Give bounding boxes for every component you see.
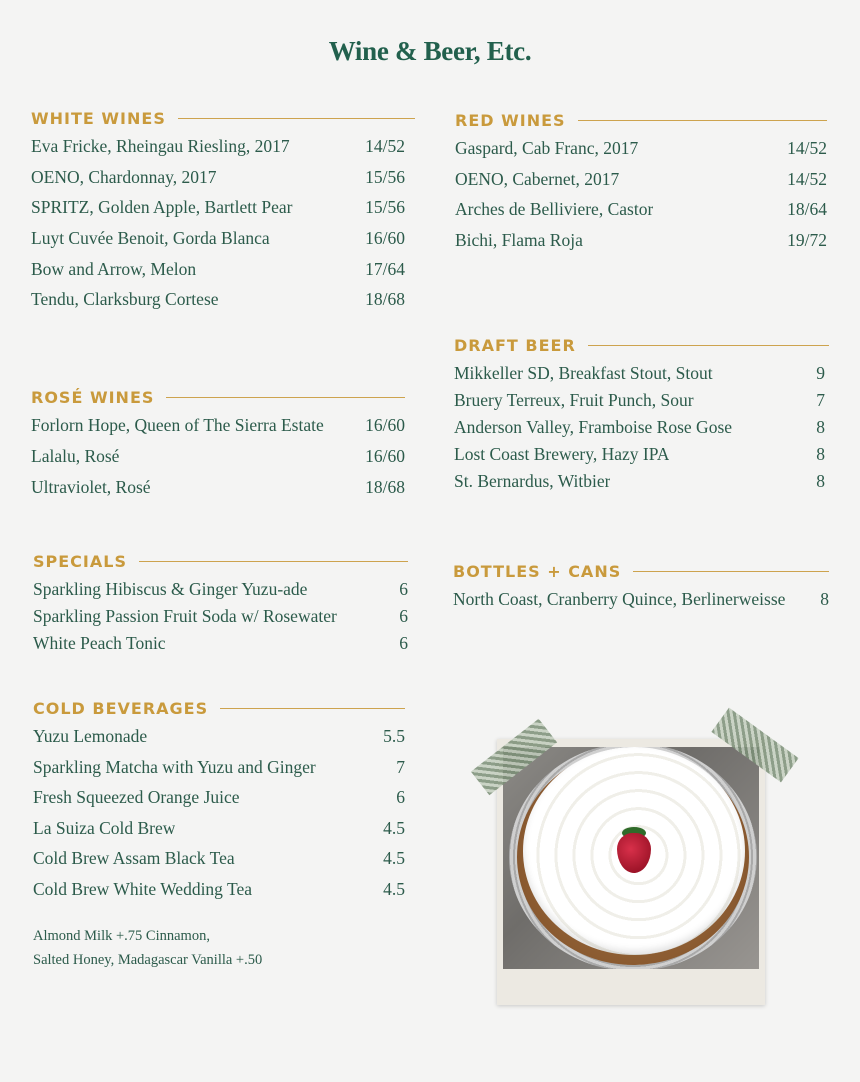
menu-item [33, 879, 405, 910]
menu-item [31, 228, 415, 259]
section-bottles-cans [453, 559, 829, 619]
menu-item-price: 4.5 [383, 848, 405, 869]
section-heading: COLD BEVERAGES [33, 698, 209, 718]
menu-item-name: SPRITZ, Golden Apple, Bartlett Pear [31, 197, 293, 218]
section-divider [139, 561, 408, 562]
menu-item [33, 787, 405, 818]
menu-item-name: Sparkling Passion Fruit Soda w/ Rosewater [33, 606, 337, 626]
menu-item-price: 17/64 [365, 258, 405, 279]
section-rose-wines [31, 385, 405, 508]
section-cold-beverages [33, 696, 405, 972]
menu-item-name: Sparkling Matcha with Yuzu and Ginger [33, 756, 316, 777]
menu-item [31, 289, 415, 320]
menu-item-name: Bruery Terreux, Fruit Punch, Sour [454, 390, 694, 410]
menu-item [31, 167, 415, 198]
menu-item [31, 136, 415, 167]
menu-item-price: 19/72 [787, 230, 827, 251]
menu-item [455, 169, 827, 200]
menu-item-name: Bichi, Flama Roja [455, 230, 583, 251]
menu-item-price: 4.5 [383, 817, 405, 838]
menu-item [31, 197, 415, 228]
menu-item [454, 390, 829, 417]
menu-item-name: Forlorn Hope, Queen of The Sierra Estate [31, 415, 324, 435]
menu-item [454, 363, 829, 390]
menu-item [33, 726, 405, 757]
menu-item [455, 199, 827, 230]
menu-item-name: Fresh Squeezed Orange Juice [33, 787, 240, 808]
section-header [33, 549, 408, 573]
section-header [453, 559, 829, 583]
menu-item-name: Anderson Valley, Framboise Rose Gose [454, 417, 733, 437]
menu-item [33, 579, 408, 606]
menu-item-price: 8 [816, 417, 825, 437]
menu-item-price: 18/64 [787, 199, 827, 220]
section-header [455, 108, 827, 132]
menu-item [31, 259, 415, 290]
menu-item [33, 818, 405, 849]
menu-item [33, 606, 408, 633]
menu-item-name: OENO, Cabernet, 2017 [455, 168, 620, 189]
menu-item-price: 7 [816, 390, 825, 410]
menu-item [33, 848, 405, 879]
menu-item-price: 4.5 [383, 878, 405, 899]
menu-item-name: Ultraviolet, Rosé [31, 477, 151, 497]
menu-item [454, 417, 829, 444]
menu-item-price: 9 [816, 363, 825, 383]
section-divider [220, 708, 405, 709]
menu-item-price: 6 [399, 579, 408, 599]
section-heading: BOTTLES + CANS [453, 561, 622, 581]
section-specials [33, 549, 408, 660]
menu-item [31, 477, 405, 508]
section-divider [178, 118, 415, 119]
pie-image [503, 747, 759, 969]
menu-item-name: Luyt Cuvée Benoit, Gorda Blanca [31, 228, 270, 249]
menu-item-name: Eva Fricke, Rheingau Riesling, 2017 [31, 136, 290, 156]
menu-item [33, 757, 405, 788]
section-heading: RED WINES [455, 110, 566, 130]
menu-item-price: 8 [816, 471, 825, 491]
menu-item-price: 8 [820, 589, 829, 609]
menu-item-name: Yuzu Lemonade [33, 726, 148, 746]
menu-item-price: 6 [399, 633, 408, 653]
menu-item-price: 15/56 [365, 197, 405, 218]
flavor-options-note: Salted Honey, Madagascar Vanilla +.50 [33, 951, 263, 968]
menu-item-price: 6 [396, 787, 405, 808]
menu-item-name: La Suiza Cold Brew [33, 817, 176, 838]
menu-item-price: 5.5 [383, 726, 405, 746]
menu-item [31, 415, 405, 446]
menu-item-name: White Peach Tonic [33, 633, 166, 653]
menu-item-name: Lalalu, Rosé [31, 446, 120, 466]
section-divider [588, 345, 829, 346]
section-draft-beer [454, 333, 829, 498]
menu-item-price: 8 [816, 444, 825, 464]
menu-item-price: 16/60 [365, 415, 405, 435]
menu-item [31, 446, 405, 477]
menu-item-name: Bow and Arrow, Melon [31, 258, 197, 279]
menu-item-name: Tendu, Clarksburg Cortese [31, 289, 219, 310]
menu-item-price: 16/60 [365, 446, 405, 466]
menu-item-price: 14/52 [787, 168, 827, 189]
menu-item-name: Sparkling Hibiscus & Ginger Yuzu-ade [33, 579, 308, 599]
menu-item-name: Gaspard, Cab Franc, 2017 [455, 138, 639, 158]
menu-item-name: North Coast, Cranberry Quince, Berlinerweisse [453, 589, 786, 609]
menu-item-price: 6 [399, 606, 408, 626]
section-heading: DRAFT BEER [454, 335, 576, 355]
menu-item [455, 230, 827, 261]
menu-item [454, 471, 829, 498]
pie-photo [497, 739, 765, 1005]
menu-item [455, 138, 827, 169]
menu-item-price: 14/52 [787, 138, 827, 158]
section-heading: WHITE WINES [31, 108, 166, 128]
menu-item-name: St. Bernardus, Witbier [454, 471, 611, 491]
menu-item-price: 14/52 [365, 136, 405, 156]
section-header [31, 106, 415, 130]
menu-item [454, 444, 829, 471]
menu-item-price: 15/56 [365, 166, 405, 187]
section-white-wines [31, 106, 415, 320]
section-divider [633, 571, 829, 572]
menu-item-name: Lost Coast Brewery, Hazy IPA [454, 444, 670, 464]
menu-item-price: 7 [396, 756, 405, 777]
menu-item [33, 633, 408, 660]
menu-item-price: 18/68 [365, 289, 405, 310]
menu-item-name: Cold Brew Assam Black Tea [33, 848, 235, 869]
menu-item-price: 16/60 [365, 228, 405, 249]
section-heading: ROSÉ WINES [31, 387, 155, 407]
menu-item-name: Cold Brew White Wedding Tea [33, 878, 252, 899]
section-heading: SPECIALS [33, 551, 127, 571]
section-header [33, 696, 405, 720]
menu-item [453, 589, 829, 619]
section-header [454, 333, 829, 357]
section-header [31, 385, 405, 409]
menu-item-name: Mikkeller SD, Breakfast Stout, Stout [454, 363, 713, 383]
section-divider [166, 397, 405, 398]
page-title: Wine & Beer, Etc. [328, 36, 532, 66]
menu-item-name: Arches de Belliviere, Castor [455, 199, 654, 220]
milk-options-note: Almond Milk +.75 Cinnamon, [33, 927, 210, 944]
section-divider [578, 120, 827, 121]
menu-item-price: 18/68 [365, 477, 405, 497]
section-red-wines [455, 108, 827, 261]
menu-item-name: OENO, Chardonnay, 2017 [31, 166, 217, 187]
